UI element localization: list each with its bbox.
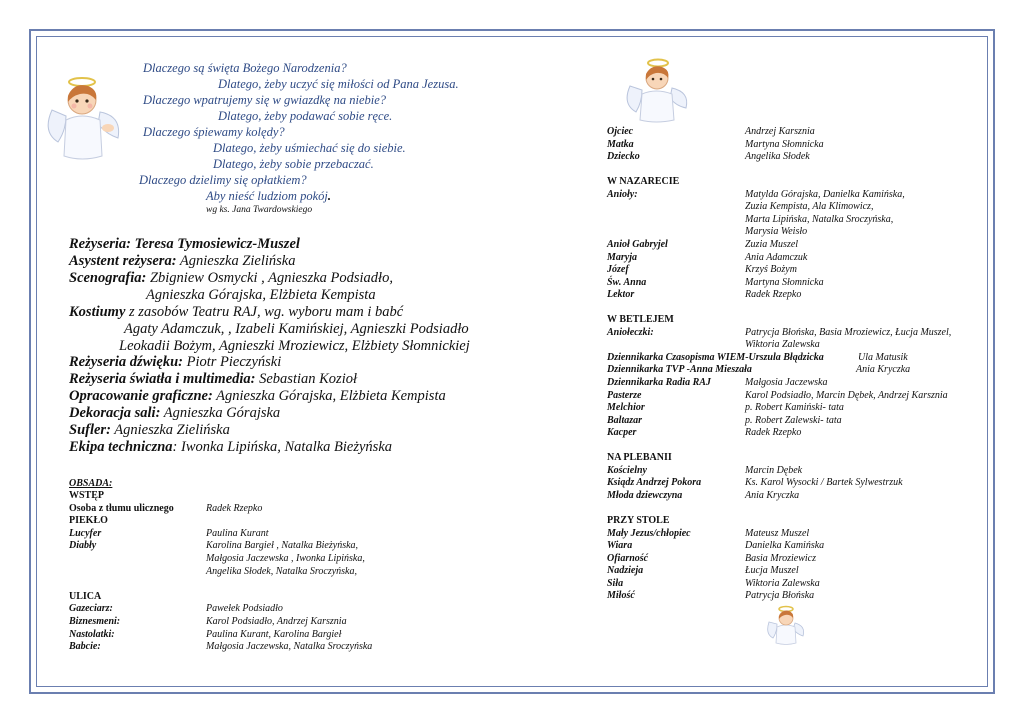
cast-row bbox=[607, 414, 842, 428]
poem-line-last bbox=[206, 189, 331, 204]
cast-actor: Pawełek Podsiadło bbox=[206, 603, 283, 615]
cast-actor: Marcin Dębek bbox=[745, 464, 803, 476]
cast-actor: Matylda Górajska, Danielka Kamińska, bbox=[745, 188, 905, 200]
cast-role: Melchior bbox=[607, 402, 645, 414]
cast-role: Miłość bbox=[607, 590, 635, 602]
cast-actor: Zuzia Kempista, Ala Klimowicz, bbox=[745, 201, 874, 213]
cast-section-heading bbox=[607, 314, 674, 327]
cast-actor: Martyna Słomnicka bbox=[745, 138, 824, 150]
cast-actor: p. Robert Kamiński- tata bbox=[745, 402, 844, 414]
section-title: PRZY STOLE bbox=[607, 515, 670, 527]
cast-role: Mały Jezus/chłopiec bbox=[607, 527, 691, 539]
cast-actor: Małgosia Jaczewska, Natalka Sroczyńska bbox=[206, 641, 373, 653]
section-title: ULICA bbox=[69, 590, 102, 602]
cast-role: Dziennikarka TVP -Anna Mieszała bbox=[607, 364, 752, 376]
cast-role: Osoba z tłumu ulicznego bbox=[69, 502, 174, 514]
poem-author: wg ks. Jana Twardowskiego bbox=[206, 205, 313, 215]
cast-role: Młoda dziewczyna bbox=[607, 489, 683, 501]
section-title: W BETLEJEM bbox=[607, 314, 674, 326]
section-title: WSTĘP bbox=[69, 490, 105, 501]
poem-line: Dlatego, żeby uśmiechać się do siebie. bbox=[213, 141, 406, 155]
cast-actor: Andrzej Karsznia bbox=[745, 126, 815, 137]
cast-section-heading bbox=[607, 452, 672, 465]
cast-row bbox=[607, 427, 802, 440]
cast-row bbox=[607, 477, 903, 490]
cast-role: Gazeciarz: bbox=[69, 603, 113, 615]
cast-role: Aniołeczki: bbox=[607, 326, 654, 338]
cast-actor: Wiktoria Zalewska bbox=[745, 339, 820, 351]
poem-line: Dlatego, żeby uczyć się miłości od Pana Jezusa. bbox=[218, 77, 459, 91]
cast-role: Anioł Gabryjel bbox=[607, 238, 668, 250]
cast-row bbox=[607, 577, 820, 591]
cast-actor: Zuzia Muszel bbox=[745, 238, 799, 250]
cast-row bbox=[607, 138, 824, 152]
credit-line: Dekoracja sali: Agnieszka Górajska bbox=[69, 405, 281, 421]
cast-row bbox=[69, 527, 269, 541]
cast-row bbox=[69, 641, 373, 654]
credit-line: Sufler: Agnieszka Zielińska bbox=[69, 422, 230, 438]
cast-actor: Ania Kryczka bbox=[745, 489, 800, 501]
cast-actor: Paulina Kurant, Karolina Bargieł bbox=[206, 628, 342, 640]
cast-actor: Radek Rzepko bbox=[745, 289, 802, 301]
cast-actor: Karol Podsiadło, Marcin Dębek, Andrzej Karsznia bbox=[745, 389, 948, 401]
cast-row bbox=[607, 289, 802, 302]
cast-row bbox=[607, 402, 844, 415]
cast-actor: Paulina Kurant bbox=[206, 527, 269, 539]
cast-actor: Angelika Słodek bbox=[745, 151, 810, 163]
credit-line: Kostiumy z zasobów Teatru RAJ, wg. wyboru mam i babć bbox=[69, 304, 404, 320]
credit-line: Agaty Adamczuk, , Izabeli Kamińskiej, Agnieszki Podsiadło bbox=[124, 321, 469, 337]
cast-row bbox=[69, 628, 342, 642]
cast-actor: Marta Lipińska, Natalka Sroczyńska, bbox=[745, 213, 894, 225]
cast-role: Ksiądz Andrzej Pokora bbox=[607, 477, 702, 489]
section-title: NA PLEBANII bbox=[607, 452, 672, 464]
cast-row bbox=[607, 464, 803, 478]
cast-role: Biznesmeni: bbox=[69, 616, 121, 627]
cast-role: Siła bbox=[607, 577, 624, 589]
credit-line: Leokadii Bożym, Agnieszki Mroziewicz, Elżbiety Słomnickiej bbox=[119, 338, 470, 354]
cast-actor: Karolina Bargieł , Natalka Bieżyńska, bbox=[206, 540, 359, 552]
poem-line: Aby nieść ludziom pokój bbox=[206, 189, 328, 203]
poem-line: Dlatego, żeby sobie przebaczać. bbox=[213, 157, 374, 171]
angel-icon bbox=[766, 604, 806, 646]
cast-heading: OBSADA: bbox=[69, 478, 113, 489]
cast-actor: Ks. Karol Wysocki / Bartek Sylwestrzuk bbox=[745, 477, 903, 489]
cast-actor: Karol Podsiadło, Andrzej Karsznia bbox=[206, 616, 347, 627]
cast-role: Dziecko bbox=[607, 151, 640, 163]
cast-section-heading bbox=[607, 515, 670, 528]
cast-actor: Danielka Kamińska bbox=[745, 540, 825, 552]
cast-actor: Patrycja Błońska bbox=[745, 590, 815, 602]
cast-row bbox=[69, 616, 347, 629]
cast-role: Maryja bbox=[607, 251, 637, 263]
cast-role: Kościelny bbox=[607, 464, 647, 476]
cast-row bbox=[607, 126, 815, 139]
cast-actor: Marysia Weisło bbox=[745, 226, 808, 238]
cast-row bbox=[69, 502, 263, 516]
cast-actor: Małgosia Jaczewska bbox=[745, 377, 828, 388]
cast-role: Lektor bbox=[607, 289, 635, 301]
cast-role: Matka bbox=[607, 138, 634, 150]
cast-actor: Łucja Muszel bbox=[745, 565, 799, 577]
cast-row bbox=[607, 590, 815, 603]
cast-actor: Patrycja Błońska, Basia Mroziewicz, Łucja Muszel, bbox=[745, 326, 952, 338]
cast-row bbox=[607, 188, 905, 202]
cast-actor: Małgosia Jaczewska , Iwonka Lipińska, bbox=[206, 553, 365, 564]
cast-actor: Ania Kryczka bbox=[856, 364, 911, 376]
cast-role: Nadzieja bbox=[607, 565, 644, 577]
cast-row bbox=[607, 251, 808, 265]
cast-role: Nastolatki: bbox=[69, 628, 115, 640]
cast-row bbox=[607, 264, 797, 277]
cast-role: Baltazar bbox=[607, 414, 643, 426]
credit-line: Reżyseria światła i multimedia: Sebastian Kozioł bbox=[69, 371, 358, 387]
cast-row bbox=[607, 527, 810, 541]
cast-role: Kacper bbox=[607, 427, 637, 439]
angel-icon bbox=[624, 56, 690, 124]
cast-actor: Radek Rzepko bbox=[745, 427, 802, 439]
cast-actor: Angelika Słodek, Natalka Sroczyńska, bbox=[206, 565, 357, 577]
cast-actor: Mateusz Muszel bbox=[745, 527, 810, 539]
credit-line: Asystent reżysera: Agnieszka Zielińska bbox=[69, 253, 296, 269]
credit-line: Scenografia: Zbigniew Osmycki , Agnieszka Podsiadło, bbox=[69, 270, 393, 286]
cast-actor: Wiktoria Zalewska bbox=[745, 577, 820, 589]
cast-row bbox=[69, 540, 359, 553]
cast-role: Wiara bbox=[607, 540, 633, 552]
cast-section-heading bbox=[69, 515, 108, 528]
cast-role: Ofiarność bbox=[607, 552, 649, 564]
credit-line: Reżyseria dźwięku: Piotr Pieczyński bbox=[69, 354, 282, 370]
cast-role: Dziennikarka Radia RAJ bbox=[607, 377, 711, 388]
cast-actor: Martyna Słomnicka bbox=[745, 276, 824, 288]
cast-actor: Ania Adamczuk bbox=[745, 251, 808, 263]
cast-role: Anioły: bbox=[607, 188, 638, 200]
cast-row bbox=[607, 364, 911, 377]
section-title: W NAZARECIE bbox=[607, 176, 680, 188]
cast-row bbox=[607, 540, 825, 553]
section-title: PIEKŁO bbox=[69, 515, 108, 527]
credit-line: Agnieszka Górajska, Elżbieta Kempista bbox=[146, 287, 376, 303]
cast-role: Dziennikarka Czasopisma WIEM-Urszula Błądzicka bbox=[607, 351, 824, 363]
cast-section-heading bbox=[69, 490, 104, 503]
cast-actor: Krzyś Bożym bbox=[745, 264, 797, 276]
cast-role: Józef bbox=[607, 264, 629, 276]
credit-line: Ekipa techniczna: Iwonka Lipińska, Natalka Bieżyńska bbox=[69, 439, 393, 455]
cast-row bbox=[607, 377, 828, 390]
cast-row bbox=[607, 276, 824, 290]
cast-row bbox=[607, 326, 952, 340]
cast-role: Lucyfer bbox=[69, 527, 102, 539]
angel-icon bbox=[44, 72, 126, 160]
cast-row bbox=[607, 389, 948, 403]
poem-line: Dlaczego dzielimy się opłatkiem? bbox=[139, 173, 307, 187]
cast-actor: p. Robert Zalewski- tata bbox=[745, 414, 842, 426]
cast-row bbox=[607, 151, 810, 164]
cast-role: Diabły bbox=[69, 540, 97, 552]
cast-row bbox=[69, 603, 283, 616]
cast-role: Babcie: bbox=[69, 641, 101, 653]
poem-line: Dlatego, żeby podawać sobie ręce. bbox=[218, 109, 393, 123]
poem-line: Dlaczego wpatrujemy się w gwiazdkę na niebie? bbox=[143, 93, 387, 107]
cast-section-heading bbox=[69, 591, 101, 604]
cast-actor: Radek Rzepko bbox=[206, 502, 263, 514]
cast-role: Św. Anna bbox=[607, 276, 647, 288]
cast-actor: Ula Matusik bbox=[858, 351, 908, 363]
cast-row bbox=[607, 238, 799, 252]
cast-row bbox=[607, 489, 800, 503]
cast-role: Ojciec bbox=[607, 126, 634, 137]
cast-role: Pasterze bbox=[607, 389, 642, 401]
cast-row bbox=[607, 552, 817, 566]
poem-line: Dlaczego są święta Bożego Narodzenia? bbox=[143, 61, 347, 75]
cast-actor: Basia Mroziewicz bbox=[745, 552, 817, 564]
cast-section-heading bbox=[607, 176, 679, 189]
cast-row bbox=[607, 351, 908, 365]
poem-line: Dlaczego śpiewamy kolędy? bbox=[143, 125, 285, 139]
poem-final-dot: . bbox=[327, 189, 331, 203]
cast-row bbox=[607, 565, 799, 578]
credit-line: Opracowanie graficzne: Agnieszka Górajska, Elżbieta Kempista bbox=[69, 388, 446, 404]
credit-line: Reżyseria: Teresa Tymosiewicz-Muszel bbox=[69, 236, 300, 252]
